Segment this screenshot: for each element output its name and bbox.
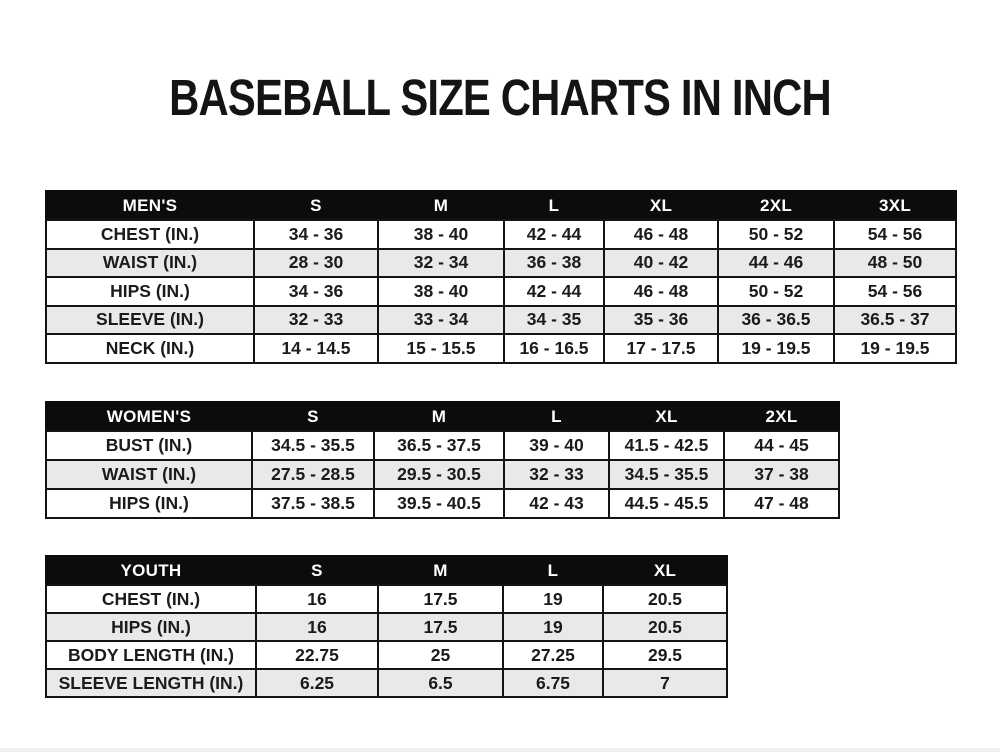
mens-size-cell: 32 - 33 [254,306,378,335]
mens-size-cell: 15 - 15.5 [378,334,504,363]
youth-size-chart-table [45,555,728,698]
womens-size-cell: 34.5 - 35.5 [609,460,724,489]
mens-row-label: NECK (IN.) [46,334,254,363]
womens-size-header-xl: XL [609,402,724,431]
mens-row-label: WAIST (IN.) [46,249,254,278]
womens-size-cell: 32 - 33 [504,460,609,489]
womens-size-header-s: S [252,402,374,431]
mens-size-cell: 50 - 52 [718,277,834,306]
youth-size-cell: 19 [503,585,603,613]
mens-size-cell: 34 - 36 [254,220,378,249]
youth-table-row [46,669,727,697]
youth-size-header-xl: XL [603,556,727,585]
mens-size-cell: 38 - 40 [378,277,504,306]
womens-size-cell: 47 - 48 [724,489,839,518]
youth-size-cell: 16 [256,585,378,613]
youth-table-row [46,585,727,613]
mens-size-header-xl: XL [604,191,718,220]
mens-size-cell: 14 - 14.5 [254,334,378,363]
page-title: BASEBALL SIZE CHARTS IN INCH [169,69,831,126]
youth-table-row [46,641,727,669]
youth-size-cell: 16 [256,613,378,641]
womens-header-row [46,402,839,431]
womens-size-cell: 27.5 - 28.5 [252,460,374,489]
mens-row-label: HIPS (IN.) [46,277,254,306]
mens-size-cell: 42 - 44 [504,220,604,249]
mens-size-header-s: S [254,191,378,220]
womens-size-cell: 37 - 38 [724,460,839,489]
youth-size-cell: 7 [603,669,727,697]
mens-size-cell: 36 - 36.5 [718,306,834,335]
mens-size-cell: 34 - 35 [504,306,604,335]
youth-row-label: HIPS (IN.) [46,613,256,641]
mens-table-row [46,334,956,363]
mens-size-cell: 44 - 46 [718,249,834,278]
mens-size-cell: 36.5 - 37 [834,306,956,335]
mens-size-cell: 46 - 48 [604,220,718,249]
womens-size-cell: 39.5 - 40.5 [374,489,504,518]
womens-table-row [46,460,839,489]
mens-size-cell: 19 - 19.5 [834,334,956,363]
youth-row-label: SLEEVE LENGTH (IN.) [46,669,256,697]
mens-size-cell: 46 - 48 [604,277,718,306]
youth-header-row [46,556,727,585]
youth-size-cell: 22.75 [256,641,378,669]
womens-size-cell: 34.5 - 35.5 [252,431,374,460]
mens-size-cell: 54 - 56 [834,220,956,249]
mens-size-header-2xl: 2XL [718,191,834,220]
womens-size-cell: 44.5 - 45.5 [609,489,724,518]
youth-row-label: BODY LENGTH (IN.) [46,641,256,669]
mens-size-cell: 34 - 36 [254,277,378,306]
mens-size-cell: 48 - 50 [834,249,956,278]
mens-size-cell: 40 - 42 [604,249,718,278]
womens-row-label: HIPS (IN.) [46,489,252,518]
mens-size-cell: 54 - 56 [834,277,956,306]
womens-row-label: BUST (IN.) [46,431,252,460]
mens-table-row [46,249,956,278]
youth-size-cell: 17.5 [378,613,503,641]
youth-size-cell: 25 [378,641,503,669]
youth-size-header-s: S [256,556,378,585]
mens-size-cell: 38 - 40 [378,220,504,249]
mens-row-label: CHEST (IN.) [46,220,254,249]
mens-size-cell: 17 - 17.5 [604,334,718,363]
mens-size-header-3xl: 3XL [834,191,956,220]
mens-size-cell: 36 - 38 [504,249,604,278]
womens-size-cell: 44 - 45 [724,431,839,460]
youth-size-cell: 17.5 [378,585,503,613]
youth-size-cell: 20.5 [603,585,727,613]
youth-size-cell: 6.75 [503,669,603,697]
mens-table-row [46,220,956,249]
womens-size-cell: 29.5 - 30.5 [374,460,504,489]
womens-size-cell: 42 - 43 [504,489,609,518]
mens-size-cell: 32 - 34 [378,249,504,278]
mens-size-cell: 19 - 19.5 [718,334,834,363]
womens-row-label: WAIST (IN.) [46,460,252,489]
mens-size-cell: 42 - 44 [504,277,604,306]
youth-table-row [46,613,727,641]
youth-size-header-m: M [378,556,503,585]
mens-size-cell: 35 - 36 [604,306,718,335]
womens-size-header-m: M [374,402,504,431]
youth-row-label: CHEST (IN.) [46,585,256,613]
mens-table-row [46,306,956,335]
youth-size-cell: 6.25 [256,669,378,697]
youth-size-cell: 19 [503,613,603,641]
youth-size-header-l: L [503,556,603,585]
mens-category-header: MEN'S [46,191,254,220]
mens-size-header-l: L [504,191,604,220]
mens-size-cell: 33 - 34 [378,306,504,335]
youth-size-cell: 27.25 [503,641,603,669]
youth-size-cell: 29.5 [603,641,727,669]
mens-size-cell: 50 - 52 [718,220,834,249]
womens-size-cell: 37.5 - 38.5 [252,489,374,518]
mens-size-cell: 16 - 16.5 [504,334,604,363]
womens-size-cell: 36.5 - 37.5 [374,431,504,460]
womens-category-header: WOMEN'S [46,402,252,431]
womens-size-header-2xl: 2XL [724,402,839,431]
womens-size-cell: 41.5 - 42.5 [609,431,724,460]
youth-size-cell: 20.5 [603,613,727,641]
womens-table-row [46,489,839,518]
womens-table-row [46,431,839,460]
youth-size-cell: 6.5 [378,669,503,697]
mens-row-label: SLEEVE (IN.) [46,306,254,335]
youth-category-header: YOUTH [46,556,256,585]
womens-size-chart-table [45,401,840,519]
mens-size-header-m: M [378,191,504,220]
mens-size-chart-table [45,190,957,364]
mens-size-cell: 28 - 30 [254,249,378,278]
mens-table-row [46,277,956,306]
womens-size-cell: 39 - 40 [504,431,609,460]
scan-edge-artifact [0,748,1000,752]
womens-size-header-l: L [504,402,609,431]
mens-header-row [46,191,956,220]
